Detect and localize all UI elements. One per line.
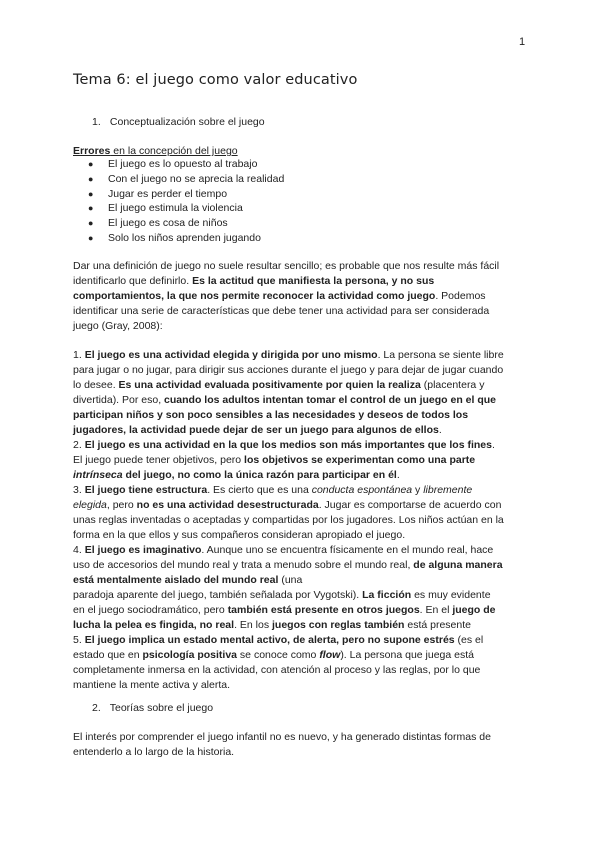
characteristic-1-line: para jugar o no jugar, para dirigir sus acciones durante el juego y para dejar de jugar cuando bbox=[73, 364, 504, 376]
text: , pero bbox=[106, 499, 137, 511]
bullet-icon: ● bbox=[88, 188, 94, 199]
list-item bbox=[88, 231, 284, 246]
errors-list bbox=[88, 157, 284, 246]
bold-text: participan niños y son poco sensibles a las necesidades y deseos de todos los bbox=[73, 409, 469, 421]
characteristic-4-line bbox=[73, 558, 533, 573]
bold-text: El juego es una actividad elegida y dirigida por uno mismo bbox=[84, 349, 378, 361]
characteristic-5-line bbox=[73, 648, 533, 663]
text: 1. bbox=[73, 349, 85, 361]
intro-text: identificarlo que definirlo. bbox=[73, 275, 193, 287]
list-item bbox=[88, 172, 284, 187]
bold-italic-text: intrínseca bbox=[73, 469, 123, 481]
bold-text: también está presente en otros juegos bbox=[227, 604, 420, 616]
closing-paragraph bbox=[73, 730, 533, 760]
text: . En los bbox=[234, 619, 272, 631]
intro-line bbox=[73, 274, 533, 289]
page-title: Tema 6: el juego como valor educativo bbox=[73, 72, 358, 88]
list-item bbox=[88, 216, 284, 231]
text: 3. bbox=[73, 484, 85, 496]
characteristic-2-line bbox=[73, 438, 533, 453]
text: 2. bbox=[73, 439, 85, 451]
bold-text: lucha la pelea es fingida, no real bbox=[73, 619, 235, 631]
errors-heading-rest: en la concepción del juego bbox=[110, 145, 238, 157]
bold-text: juego de bbox=[452, 604, 496, 616]
characteristics-block bbox=[73, 348, 533, 693]
characteristic-4-line bbox=[73, 603, 533, 618]
text: . Es cierto que es una bbox=[207, 484, 312, 496]
bold-text: de alguna manera bbox=[413, 559, 503, 571]
page-number: 1 bbox=[519, 36, 526, 48]
list-item bbox=[88, 201, 284, 216]
section-number: 2. bbox=[92, 702, 101, 714]
list-item bbox=[88, 157, 284, 172]
text: . En el bbox=[419, 604, 453, 616]
errors-heading bbox=[73, 145, 238, 157]
text: 4. bbox=[73, 544, 85, 556]
bold-text: El juego tiene estructura bbox=[84, 484, 208, 496]
list-item-text: El juego es cosa de niños bbox=[108, 217, 228, 230]
characteristic-4-line bbox=[73, 543, 533, 558]
closing-line: entenderlo a lo largo de la historia. bbox=[73, 746, 235, 758]
characteristic-1-line bbox=[73, 348, 533, 363]
list-item-text: Con el juego no se aprecia la realidad bbox=[108, 172, 285, 185]
characteristic-3-line bbox=[73, 483, 533, 498]
bold-text: juegos con reglas también bbox=[272, 619, 405, 631]
characteristic-5-line: completamente inmersa en la actividad, con atención al proceso y las reglas, por lo que bbox=[73, 664, 481, 676]
bullet-icon: ● bbox=[88, 203, 94, 214]
intro-bold: comportamientos, la que nos permite reconocer la actividad como juego bbox=[73, 290, 436, 302]
characteristic-1-line bbox=[73, 393, 533, 408]
text: es muy evidente bbox=[411, 589, 491, 601]
intro-line bbox=[73, 289, 533, 304]
characteristic-1-line bbox=[73, 378, 533, 393]
text: . bbox=[438, 424, 442, 436]
italic-text: libremente bbox=[423, 484, 473, 496]
bullet-icon: ● bbox=[88, 159, 94, 169]
characteristic-2-line bbox=[73, 453, 533, 468]
text: . Jugar es comportarse de acuerdo con bbox=[318, 499, 502, 511]
text: estado que en bbox=[73, 649, 143, 661]
text: 5. bbox=[73, 634, 85, 646]
section-heading-1 bbox=[92, 116, 265, 128]
bold-text: del juego, no como la única razón para participar en él bbox=[122, 469, 397, 481]
text: lo desee. bbox=[73, 379, 119, 391]
text: paradoja aparente del juego, también señalada por Vygotski). bbox=[73, 589, 363, 601]
text: está presente bbox=[404, 619, 471, 631]
list-item-text: Jugar es perder el tiempo bbox=[108, 187, 228, 200]
bold-text: El juego es una actividad en la que los medios son más importantes que los fines bbox=[84, 439, 492, 451]
text: (es el bbox=[454, 634, 484, 646]
bold-text: cuando los adultos intentan tomar el control de un juego en el que bbox=[164, 394, 496, 406]
bold-text: psicología positiva bbox=[142, 649, 238, 661]
text: (una bbox=[278, 574, 303, 586]
list-item-text: El juego es lo opuesto al trabajo bbox=[108, 158, 258, 170]
bold-text: jugadores, la actividad puede dejar de ser un juego para algunos de ellos bbox=[73, 424, 439, 436]
intro-bold: Es la actitud que manifiesta la persona, y no sus bbox=[192, 275, 435, 287]
intro-paragraph bbox=[73, 259, 533, 334]
characteristic-1-line bbox=[73, 408, 533, 423]
section-heading-2 bbox=[92, 702, 213, 714]
section-label: Teorías sobre el juego bbox=[109, 702, 214, 714]
characteristic-4-line bbox=[73, 588, 533, 603]
bold-text: los objetivos se experimentan como una parte bbox=[244, 454, 476, 466]
text: uso de accesorios del mundo real y trata a menudo sobre el mundo real, bbox=[73, 559, 414, 571]
bold-text: El juego implica un estado mental activo, de alerta, pero no supone estrés bbox=[84, 634, 455, 646]
text: . bbox=[491, 439, 495, 451]
italic-text: conducta espontánea bbox=[311, 484, 413, 496]
errors-heading-bold: Errores bbox=[73, 145, 111, 157]
characteristic-3-line: forma en la que ellos y sus compañeros consideran apropiado el juego. bbox=[73, 529, 406, 541]
text: . bbox=[396, 469, 400, 481]
text: . Aunque uno se encuentra físicamente en el mundo real, hace bbox=[201, 544, 494, 556]
text: ). La persona que juega está bbox=[340, 649, 474, 661]
bold-text: La ficción bbox=[362, 589, 412, 601]
bold-text: El juego es imaginativo bbox=[84, 544, 202, 556]
section-number: 1. bbox=[92, 116, 101, 128]
list-item-text: El juego estimula la violencia bbox=[108, 202, 243, 215]
bullet-icon: ● bbox=[88, 232, 94, 243]
characteristic-5-line bbox=[73, 633, 533, 648]
text: divertida). Por eso, bbox=[73, 394, 165, 406]
bullet-icon: ● bbox=[88, 173, 94, 184]
bold-text: no es una actividad desestructurada bbox=[136, 499, 319, 511]
closing-line: El interés por comprender el juego infantil no es nuevo, y ha generado distintas formas de bbox=[73, 731, 491, 743]
text: El juego puede tener objetivos, pero bbox=[73, 454, 245, 466]
characteristic-4-line bbox=[73, 618, 533, 633]
text: en el juego sociodramático, pero bbox=[73, 604, 228, 616]
bold-text: Es una actividad evaluada positivamente por quien la realiza bbox=[118, 379, 421, 391]
characteristic-3-line bbox=[73, 498, 533, 513]
intro-line: Dar una definición de juego no suele resultar sencillo; es probable que nos resulte más fácil bbox=[73, 260, 500, 272]
characteristic-2-line bbox=[73, 468, 533, 483]
text: se conoce como bbox=[237, 649, 320, 661]
intro-text: . Podemos bbox=[435, 290, 486, 302]
characteristic-4-line bbox=[73, 573, 533, 588]
characteristic-5-line: mantiene la mente activa y alerta. bbox=[73, 679, 230, 691]
intro-line: juego (Gray, 2008): bbox=[73, 320, 163, 332]
intro-line: identificar una serie de características que debe tener una actividad para ser considerada bbox=[73, 305, 490, 317]
bold-italic-text: flow bbox=[319, 649, 341, 661]
italic-text: elegida bbox=[73, 499, 107, 511]
characteristic-1-line bbox=[73, 423, 533, 438]
text: . La persona se siente libre bbox=[377, 349, 504, 361]
characteristic-3-line: unas reglas inventadas o aceptadas y compartidas por los jugadores. Los niños actúan en la bbox=[73, 514, 504, 526]
text: y bbox=[412, 484, 424, 496]
bullet-icon: ● bbox=[88, 218, 94, 229]
list-item bbox=[88, 187, 284, 202]
text: (placentera y bbox=[420, 379, 485, 391]
section-label: Conceptualización sobre el juego bbox=[109, 116, 265, 128]
list-item-text: Solo los niños aprenden jugando bbox=[108, 231, 261, 244]
bold-text: está mentalmente aislado del mundo real bbox=[73, 574, 279, 586]
